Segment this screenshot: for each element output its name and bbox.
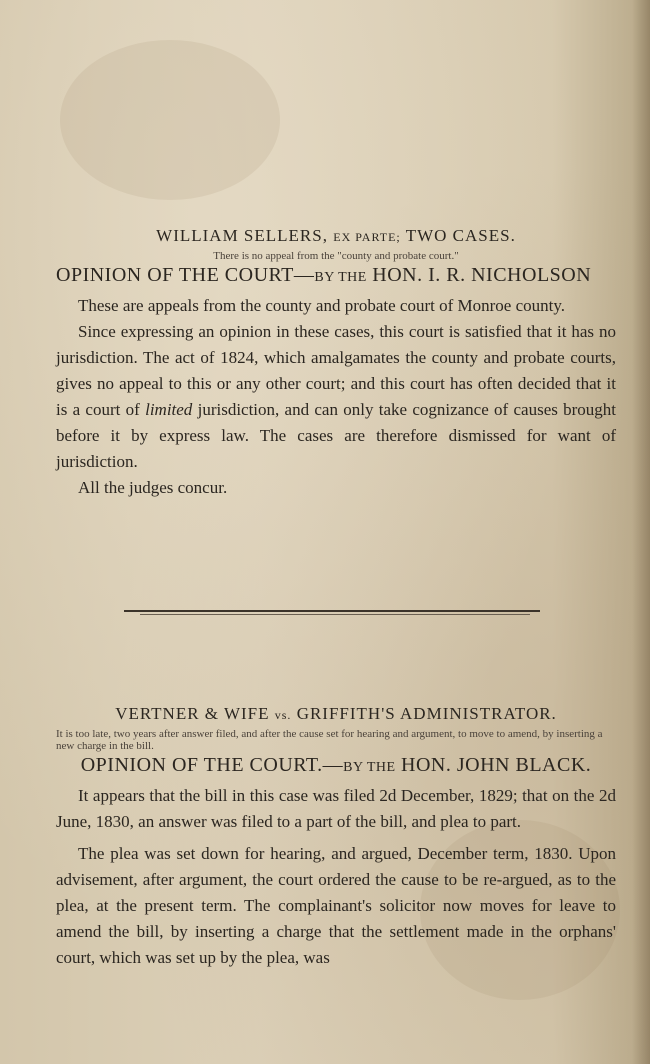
case-1 bbox=[56, 226, 616, 501]
case-2-headnote: It is too late, two years after answer filed, and after the cause set for hearing and argument, to move to amend, by inserting a new charge in the bill. bbox=[56, 728, 603, 752]
case-1-headnote: There is no appeal from the "county and probate court." bbox=[213, 250, 459, 262]
case-title-ex-parte: EX PARTE; bbox=[333, 230, 401, 244]
opinion-heading-by: BY THE bbox=[343, 760, 396, 775]
paper-stain bbox=[60, 40, 280, 200]
case-title-party: WILLIAM SELLERS, bbox=[156, 226, 328, 245]
case-1-paragraph-2 bbox=[56, 319, 616, 475]
case-1-paragraph-1: These are appeals from the county and probate court of Monroe county. bbox=[78, 296, 565, 315]
case-2-paragraph-2: The plea was set down for hearing, and argued, December term, 1830. Upon advisement, after argument, the court ordered the cause to be re-argued, as to the plea, at the present term. The complainant's solicitor now moves for leave to amend the bill, by inserting a charge that the settlement made in the orphans' court, which was set up by the plea, was bbox=[56, 844, 616, 967]
case-title-party: VERTNER & WIFE bbox=[115, 704, 270, 723]
page-edge-shadow bbox=[632, 0, 650, 1064]
paragraph-italic-text: limited bbox=[145, 400, 193, 419]
case-title-vs: vs. bbox=[274, 708, 292, 722]
case-2-title bbox=[56, 704, 616, 724]
opinion-heading-text: OPINION OF THE COURT.— bbox=[80, 754, 344, 776]
section-divider bbox=[124, 610, 540, 612]
opinion-heading-judge: HON. I. R. NICHOLSON bbox=[372, 264, 592, 286]
case-title-rest: GRIFFITH'S ADMINISTRATOR. bbox=[296, 704, 557, 723]
case-1-paragraph-3: All the judges concur. bbox=[78, 478, 228, 497]
case-2-opinion-heading bbox=[56, 754, 616, 777]
opinion-heading-by: BY THE bbox=[314, 270, 367, 285]
case-2 bbox=[56, 704, 616, 971]
section-divider-thin bbox=[140, 614, 530, 615]
paragraph-text: jurisdiction, and can only take cognizance of causes brought before it by express law. The cases are therefore dismissed for want of jurisdiction. bbox=[56, 400, 617, 471]
paragraph-text: Since expressing an opinion in these cases, this court is satisfied that it has no jurisdiction. The act of 1824, which amalgamates the county and probate courts, gives no appeal to this or any other court; and this court has often decided that it is a court of bbox=[56, 322, 616, 419]
opinion-heading-text: OPINION OF THE COURT— bbox=[56, 264, 315, 286]
opinion-heading-judge: HON. JOHN BLACK. bbox=[401, 754, 592, 776]
case-2-paragraph-1: It appears that the bill in this case was filed 2d December, 1829; that on the 2d June, 1830, an answer was filed to a part of the bill, and plea to part. bbox=[56, 786, 616, 831]
case-1-opinion-heading bbox=[56, 264, 616, 287]
case-title-rest: TWO CASES. bbox=[405, 226, 516, 245]
case-1-title bbox=[56, 226, 616, 246]
